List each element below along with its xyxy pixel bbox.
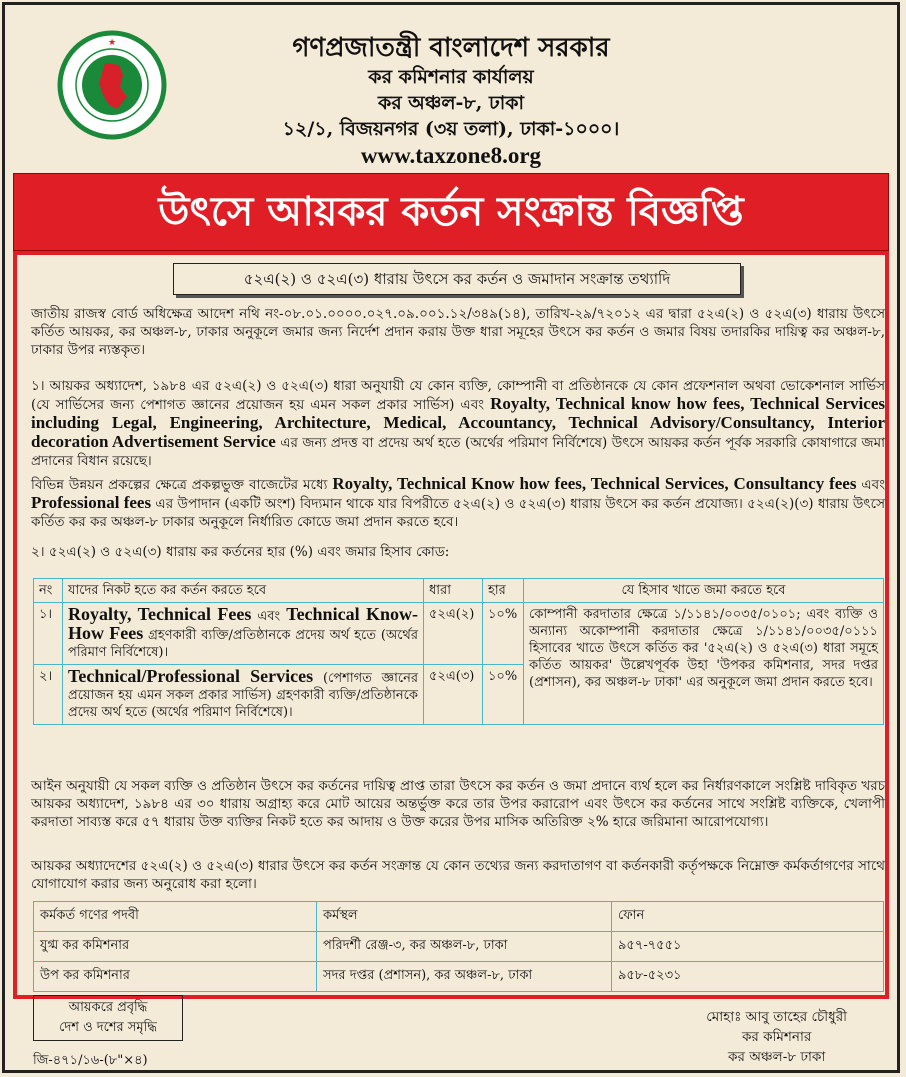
contact-designation: উপ কর কমিশনার: [34, 962, 317, 992]
govt-title: গণপ্রজাতন্ত্রী বাংলাদেশ সরকার: [292, 33, 610, 63]
row-no: ২।: [34, 665, 63, 725]
row-section: ৫২এ(৩): [424, 665, 483, 725]
slogan-line-1: আয়করে প্রবৃদ্ধি: [68, 1000, 148, 1015]
contact-header-designation: কর্মকর্ত গণের পদবী: [34, 902, 317, 932]
table-row: [34, 932, 884, 962]
rate-table: [33, 578, 884, 725]
point-1-text-b: এর জন্য প্রদত্ত বা প্রদেয় অর্থ হতে (অর্থের পরিমাণ নির্বিশেষে) উৎসে আয়কর কর্তন পূর্বক সরকারি কোষাগারে জমা প্রদানের বিধান রয়েছে।: [31, 435, 885, 469]
notice-title-banner: উৎসে আয়কর কর্তন সংক্রান্ত বিজ্ঞপ্তি: [13, 173, 889, 251]
point-1-services-bold: Royalty, Technical know how fees, Technical Services including Legal, Engineering, Architecture, Medical, Accountancy, Technical Advisory/Consultancy, Interior decoration Advertisement Service: [31, 394, 885, 451]
intro-paragraph: জাতীয় রাজস্ব বোর্ড অধিক্ষেত্র আদেশ নথি নং-০৮.০১.০০০০.০২৭.০৯.০০১.১২/৩৪৯(১৪), তারিখ-২৯/৭২০১২ এর দ্বারা ৫২এ(২) ও ৫২এ(৩) ধারায় উৎসে কর্তিত আয়কর, কর অঞ্চল-৮, ঢাকার অনুকূলে জমার জন্য নির্দেশ প্রদান করায় উক্ত ধারা সমূহের উৎসে কর কর্তন ও জমার বিষয় তদারকির দায়িত্ব কর অঞ্চল-৮, ঢাকার উপর ন্যস্তকৃত।: [31, 306, 885, 358]
header: [5, 5, 897, 175]
table-row: [34, 902, 884, 932]
contact-phone[interactable]: ৯৫৮-৫২৩১: [612, 962, 884, 992]
signature-block: [706, 1007, 847, 1067]
contact-header-phone: ফোন: [612, 902, 884, 932]
row-no: ১।: [34, 603, 63, 665]
contact-workplace: পরিদর্শী রেঞ্জ-৩, কর অঞ্চল-৮, ঢাকা: [317, 932, 612, 962]
row-payee-bold: Royalty, Technical Fees: [68, 604, 252, 624]
point-1b: [31, 475, 885, 531]
contact-table: [33, 901, 884, 992]
row-payee-mid: এবং: [257, 609, 281, 624]
row-section: ৫২এ(২): [424, 603, 483, 665]
point-1-text-a: ১। আয়কর অধ্যাদেশ, ১৯৮৪ এর ৫২এ(২) ও ৫২এ(৩) ধারা অনুযায়ী যে কোন ব্যক্তি, কোম্পানী বা প্রতিষ্ঠানকে যে কোন প্রফেশনাল অথবা ভোকেশনাল সার্ভিস (যে সার্ভিসের জন্য পেশাগত জ্ঞানের প্রয়োজন হয় এমন সকল প্রকার সার্ভিস) এবং: [31, 378, 885, 413]
col-section: ধারা: [424, 579, 483, 603]
slogan-box: [33, 995, 183, 1041]
row-payee: [63, 665, 424, 725]
contact-intro: আয়কর অধ্যাদেশের ৫২এ(২) ও ৫২এ(৩) ধারার উৎসে কর কর্তন সংক্রান্ত যে কোন তথ্যের জন্য করদাতাগণ বা কর্তনকারী কর্তৃপক্ষকে নিম্নোক্ত কর্মকর্তাগণের সাথে যোগাযোগ করার জন্য অনুরোধ করা হলো।: [31, 858, 885, 892]
point-1b-bold-a: Royalty, Technical Know how fees, Technical Services, Consultancy fees: [332, 474, 857, 493]
table-row: [34, 603, 884, 665]
account-cell: কোম্পানী করদাতার ক্ষেত্রে ১/১১৪১/০০৩৫/০১০১; এবং ব্যক্তি ও অন্যান্য অকোম্পানী করদাতার ক্ষেত্রে ১/১১৪১/০০৩৫/০১১১ হিসাবের খাতে উৎসে কর্তিত কর '৫২এ(২) ও ৫২এ(৩) ধারা সমূহে কর্তিত আয়কর' উল্লেখপূর্বক উহা 'উপকর কমিশনার, সদর দপ্তর (প্রশাসন), কর অঞ্চল-৮ ঢাকা' এর অনুকূলে জমা প্রদান করতে হবে।: [524, 603, 884, 725]
svg-text:★: ★: [107, 38, 117, 48]
col-no: নং: [34, 579, 63, 603]
contact-header-workplace: কর্মস্থল: [317, 902, 612, 932]
row-payee-rest: গ্রহণকারী ব্যক্তি/প্রতিষ্ঠানকে প্রদেয় অর্থ হতে (অর্থের পরিমাণ নির্বিশেষে)।: [68, 628, 418, 660]
contact-designation: যুগ্ম কর কমিশনার: [34, 932, 317, 962]
slogan-line-2: দেশ ও দশের সমৃদ্ধি: [59, 1020, 157, 1035]
zone-name: কর অঞ্চল-৮, ঢাকা: [377, 92, 525, 114]
signatory-office: কর অঞ্চল-৮ ঢাকা: [728, 1049, 826, 1065]
point-1b-text-c: এর উপাদান (একটি অংশ) বিদ্যমান থাকে যার বিপরীতে ৫২এ(২) ও ৫২এ(৩) ধারায় উৎসে কর কর্তন প্রযোজ্য। ৫২এ(২)(৩) ধারায় উৎসে কর্তিত কর কর অঞ্চল-৮ ঢাকার অনুকূলে নির্ধারিত কোডে জমা প্রদান করতে হবে।: [31, 496, 885, 530]
publication-code: জি-৪৭১/১৬-(৮"×৪): [33, 1053, 148, 1068]
website-link[interactable]: www.taxzone8.org: [360, 143, 542, 168]
office-name: কর কমিশনার কার্যালয়: [368, 66, 534, 88]
notice-subtitle: ৫২এ(২) ও ৫২এ(৩) ধারায় উৎসে কর কর্তন ও জমাদান সংক্রান্ত তথ্যাদি: [173, 263, 741, 295]
signatory-name: মোহাঃ আবু তাহের চৌধুরী: [706, 1009, 847, 1025]
point-2-heading: ২। ৫২এ(২) ও ৫২এ(৩) ধারায় কর কর্তনের হার (%) এবং জমার হিসাব কোড:: [31, 544, 450, 560]
point-1b-bold-b: Professional fees: [31, 493, 152, 512]
penalty-paragraph: আইন অনুযায়ী যে সকল ব্যক্তি ও প্রতিষ্ঠান উৎসে কর কর্তনের দায়িত্ব প্রাপ্ত তারা উৎসে কর কর্তন ও জমা প্রদানে ব্যর্থ হলে কর নির্ধারণকালে সংশ্লিষ্ট দাবিকৃত খরচ আয়কর অধ্যাদেশ, ১৯৮৪ এর ৩০ ধারায় অগ্রাহ্য করে মোট আয়ের অন্তর্ভুক্ত করে তার উপর করারোপ এবং উৎসে কর কর্তনের সাথে সংশ্লিষ্ট ব্যক্তিকে, খেলাপী করদাতা সাব্যস্ত করে ৫৭ ধারায় উক্ত ব্যক্তির নিকট হতে কর আদায় ও উক্ত করের উপর মাসিক অতিরিক্ত ২% হারে জরিমানা আরোপযোগ্য।: [31, 778, 885, 830]
row-payee-rest: (পেশাগত জ্ঞানের প্রয়োজন হয় এমন সকল প্রকার সার্ভিস) গ্রহণকারী ব্যক্তি/প্রতিষ্ঠানকে প্রদেয় অর্থ হতে (অর্থের পরিমাণ নির্বিশেষে)।: [68, 671, 418, 720]
row-rate: ১০%: [483, 665, 524, 725]
row-payee-bold: Technical/Professional Services: [68, 666, 314, 686]
point-1: [31, 377, 885, 470]
contact-phone[interactable]: ৯৫৭-৭৫৫১: [612, 932, 884, 962]
point-1b-text-b: এবং: [861, 477, 886, 493]
row-rate: ১০%: [483, 603, 524, 665]
col-account: যে হিসাব খাতে জমা করতে হবে: [524, 579, 884, 603]
table-row: [34, 962, 884, 992]
rate-table-header: [34, 579, 884, 603]
contact-workplace: সদর দপ্তর (প্রশাসন), কর অঞ্চল-৮, ঢাকা: [317, 962, 612, 992]
point-1b-text-a: বিভিন্ন উন্নয়ন প্রকল্পের ক্ষেত্রে প্রকল্পভুক্ত বাজেটের মধ্যে: [31, 477, 328, 493]
col-rate: হার: [483, 579, 524, 603]
signatory-title: কর কমিশনার: [741, 1029, 812, 1045]
row-payee: [63, 603, 424, 665]
col-payee: যাদের নিকট হতে কর কর্তন করতে হবে: [63, 579, 424, 603]
row-payee-bold-2: Technical Know-How Fees: [68, 604, 418, 643]
office-address: ১২/১, বিজয়নগর (৩য় তলা), ঢাকা-১০০০।: [282, 118, 620, 140]
notice-frame: [2, 2, 900, 1073]
